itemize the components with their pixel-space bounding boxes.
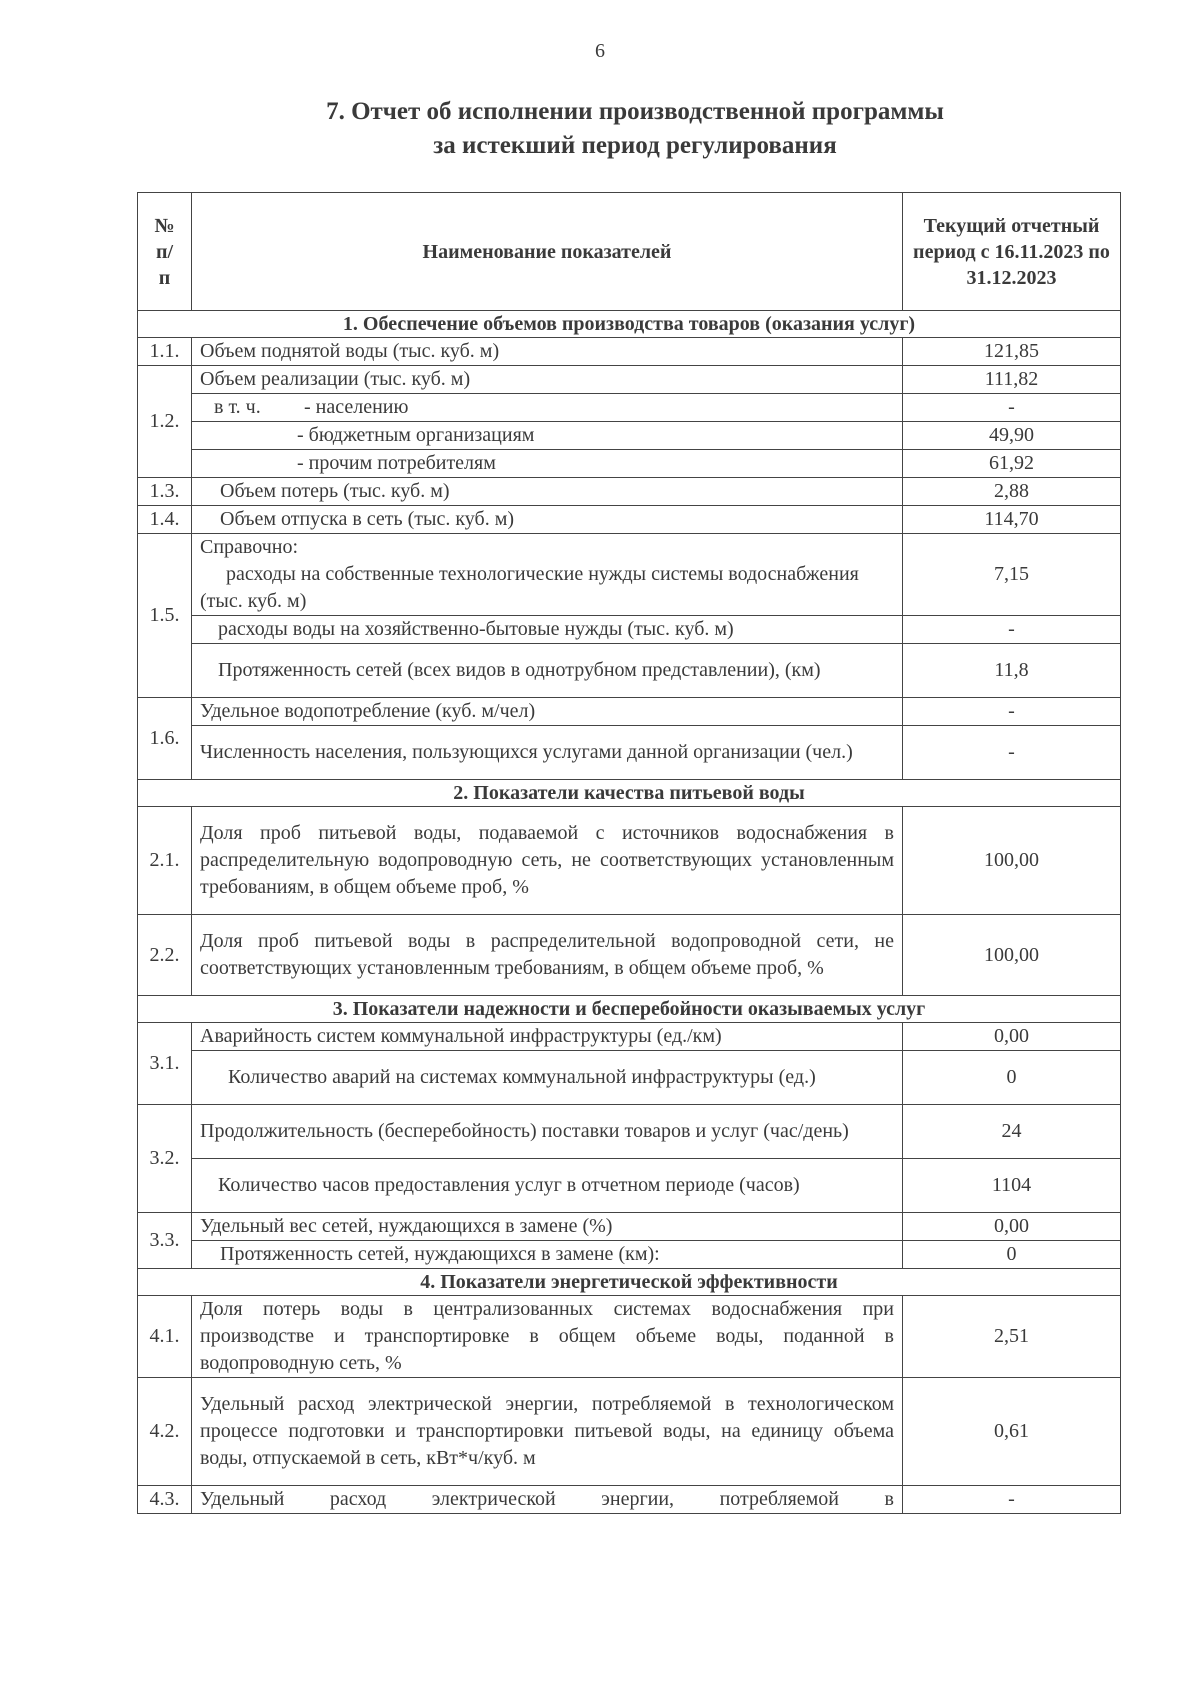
row-name — [192, 534, 903, 616]
table-row — [138, 1213, 1121, 1241]
row-name: Удельный расход электрической энергии, потребляемой в технологическом процессе подготовки и транспортировки питьевой воды, на единицу объема воды, отпускаемой в сеть, кВт*ч/куб. м — [192, 1378, 903, 1486]
title-line-2: за истекший период регулирования — [433, 132, 837, 159]
section-1-title: 1. Обеспечение объемов производства товаров (оказания услуг) — [138, 311, 1121, 338]
table-row — [138, 644, 1121, 698]
row-value: 1104 — [903, 1159, 1121, 1213]
row-value: 0,61 — [903, 1378, 1121, 1486]
row-number: 1.2. — [138, 366, 192, 478]
row-number: 3.2. — [138, 1105, 192, 1213]
section-row — [138, 996, 1121, 1023]
table-row — [138, 450, 1121, 478]
table-row — [138, 1051, 1121, 1105]
row-value: 0 — [903, 1241, 1121, 1269]
header-num: № п/п — [138, 193, 192, 311]
title-line-1: 7. Отчет об исполнении производственной программы — [326, 98, 944, 125]
row-value: 100,00 — [903, 915, 1121, 996]
row-prefix: в т. ч. — [214, 396, 261, 418]
table-row — [138, 366, 1121, 394]
row-name: Протяженность сетей (всех видов в однотрубном представлении), (км) — [192, 644, 903, 698]
header-name: Наименование показателей — [192, 193, 903, 311]
row-name: Протяженность сетей, нуждающихся в замене (км): — [192, 1241, 903, 1269]
row-number: 1.4. — [138, 506, 192, 534]
row-subname: - населению — [304, 396, 409, 418]
row-name: Количество аварий на системах коммунальной инфраструктуры (ед.) — [192, 1051, 903, 1105]
row-name: Удельный вес сетей, нуждающихся в замене (%) — [192, 1213, 903, 1241]
header-period: Текущий отчетный период с 16.11.2023 по 31.12.2023 — [903, 193, 1121, 311]
table-row — [138, 478, 1121, 506]
table-row — [138, 338, 1121, 366]
row-value: 2,88 — [903, 478, 1121, 506]
table-row — [138, 1023, 1121, 1051]
row-number: 2.1. — [138, 807, 192, 915]
table-row — [138, 616, 1121, 644]
row-value: 0,00 — [903, 1023, 1121, 1051]
row-value: 61,92 — [903, 450, 1121, 478]
row-name: Объем реализации (тыс. куб. м) — [192, 366, 903, 394]
table-row — [138, 394, 1121, 422]
table-row — [138, 506, 1121, 534]
section-row — [138, 1269, 1121, 1296]
row-name: Доля проб питьевой воды, подаваемой с источников водоснабжения в распределительную водопроводную сеть, не соответствующих установленным требованиям, в общем объеме проб, % — [192, 807, 903, 915]
table-row — [138, 422, 1121, 450]
table-row — [138, 807, 1121, 915]
table-row — [138, 1486, 1121, 1514]
row-name: - прочим потребителям — [192, 450, 903, 478]
row-number: 4.2. — [138, 1378, 192, 1486]
row-number: 4.1. — [138, 1296, 192, 1378]
row-name: Численность населения, пользующихся услугами данной организации (чел.) — [192, 726, 903, 780]
section-row — [138, 311, 1121, 338]
row-number: 3.3. — [138, 1213, 192, 1269]
row-name: Количество часов предоставления услуг в отчетном периоде (часов) — [192, 1159, 903, 1213]
table-row — [138, 534, 1121, 616]
reference-label: Справочно: — [200, 536, 299, 558]
row-name: расходы воды на хозяйственно-бытовые нужды (тыс. куб. м) — [192, 616, 903, 644]
table-row — [138, 915, 1121, 996]
row-name: Объем поднятой воды (тыс. куб. м) — [192, 338, 903, 366]
row-value: - — [903, 1486, 1121, 1514]
section-3-title: 3. Показатели надежности и бесперебойности оказываемых услуг — [138, 996, 1121, 1023]
row-value: 114,70 — [903, 506, 1121, 534]
row-number: 2.2. — [138, 915, 192, 996]
row-number: 1.6. — [138, 698, 192, 780]
row-number: 3.1. — [138, 1023, 192, 1105]
document-title — [0, 95, 1200, 163]
section-4-title: 4. Показатели энергетической эффективности — [138, 1269, 1121, 1296]
row-value: 100,00 — [903, 807, 1121, 915]
row-value: 0,00 — [903, 1213, 1121, 1241]
row-name: Удельное водопотребление (куб. м/чел) — [192, 698, 903, 726]
row-value: 2,51 — [903, 1296, 1121, 1378]
row-name — [192, 394, 903, 422]
row-value: 49,90 — [903, 422, 1121, 450]
table-row — [138, 1241, 1121, 1269]
section-2-title: 2. Показатели качества питьевой воды — [138, 780, 1121, 807]
table-row — [138, 698, 1121, 726]
row-name: Доля проб питьевой воды в распределительной водопроводной сети, не соответствующих установленным требованиям, в общем объеме проб, % — [192, 915, 903, 996]
row-value: - — [903, 616, 1121, 644]
row-number: 1.1. — [138, 338, 192, 366]
table-row — [138, 1378, 1121, 1486]
table-row — [138, 1159, 1121, 1213]
row-value: 11,8 — [903, 644, 1121, 698]
row-value: - — [903, 698, 1121, 726]
row-name: Доля потерь воды в централизованных системах водоснабжения при производстве и транспортировке в общем объеме воды, поданной в водопроводную сеть, % — [192, 1296, 903, 1378]
row-name: Аварийность систем коммунальной инфраструктуры (ед./км) — [192, 1023, 903, 1051]
row-value: 111,82 — [903, 366, 1121, 394]
row-number: 1.3. — [138, 478, 192, 506]
section-row — [138, 780, 1121, 807]
table-header-row — [138, 193, 1121, 311]
row-value: 7,15 — [903, 534, 1121, 616]
row-name: Объем потерь (тыс. куб. м) — [192, 478, 903, 506]
row-name: Продолжительность (бесперебойность) поставки товаров и услуг (час/день) — [192, 1105, 903, 1159]
row-value: 0 — [903, 1051, 1121, 1105]
row-value: - — [903, 394, 1121, 422]
row-subname: расходы на собственные технологические нужды системы водоснабжения (тыс. куб. м) — [200, 563, 859, 612]
row-value: 24 — [903, 1105, 1121, 1159]
page-number: 6 — [595, 40, 605, 62]
row-number: 1.5. — [138, 534, 192, 698]
row-value: 121,85 — [903, 338, 1121, 366]
table-row — [138, 726, 1121, 780]
table-row — [138, 1105, 1121, 1159]
table-row — [138, 1296, 1121, 1378]
row-name: Объем отпуска в сеть (тыс. куб. м) — [192, 506, 903, 534]
row-number: 4.3. — [138, 1486, 192, 1514]
row-name: Удельный расход электрической энергии, потребляемой в — [192, 1486, 903, 1514]
row-name: - бюджетным организациям — [192, 422, 903, 450]
row-value: - — [903, 726, 1121, 780]
production-program-report-table — [137, 192, 1121, 1514]
